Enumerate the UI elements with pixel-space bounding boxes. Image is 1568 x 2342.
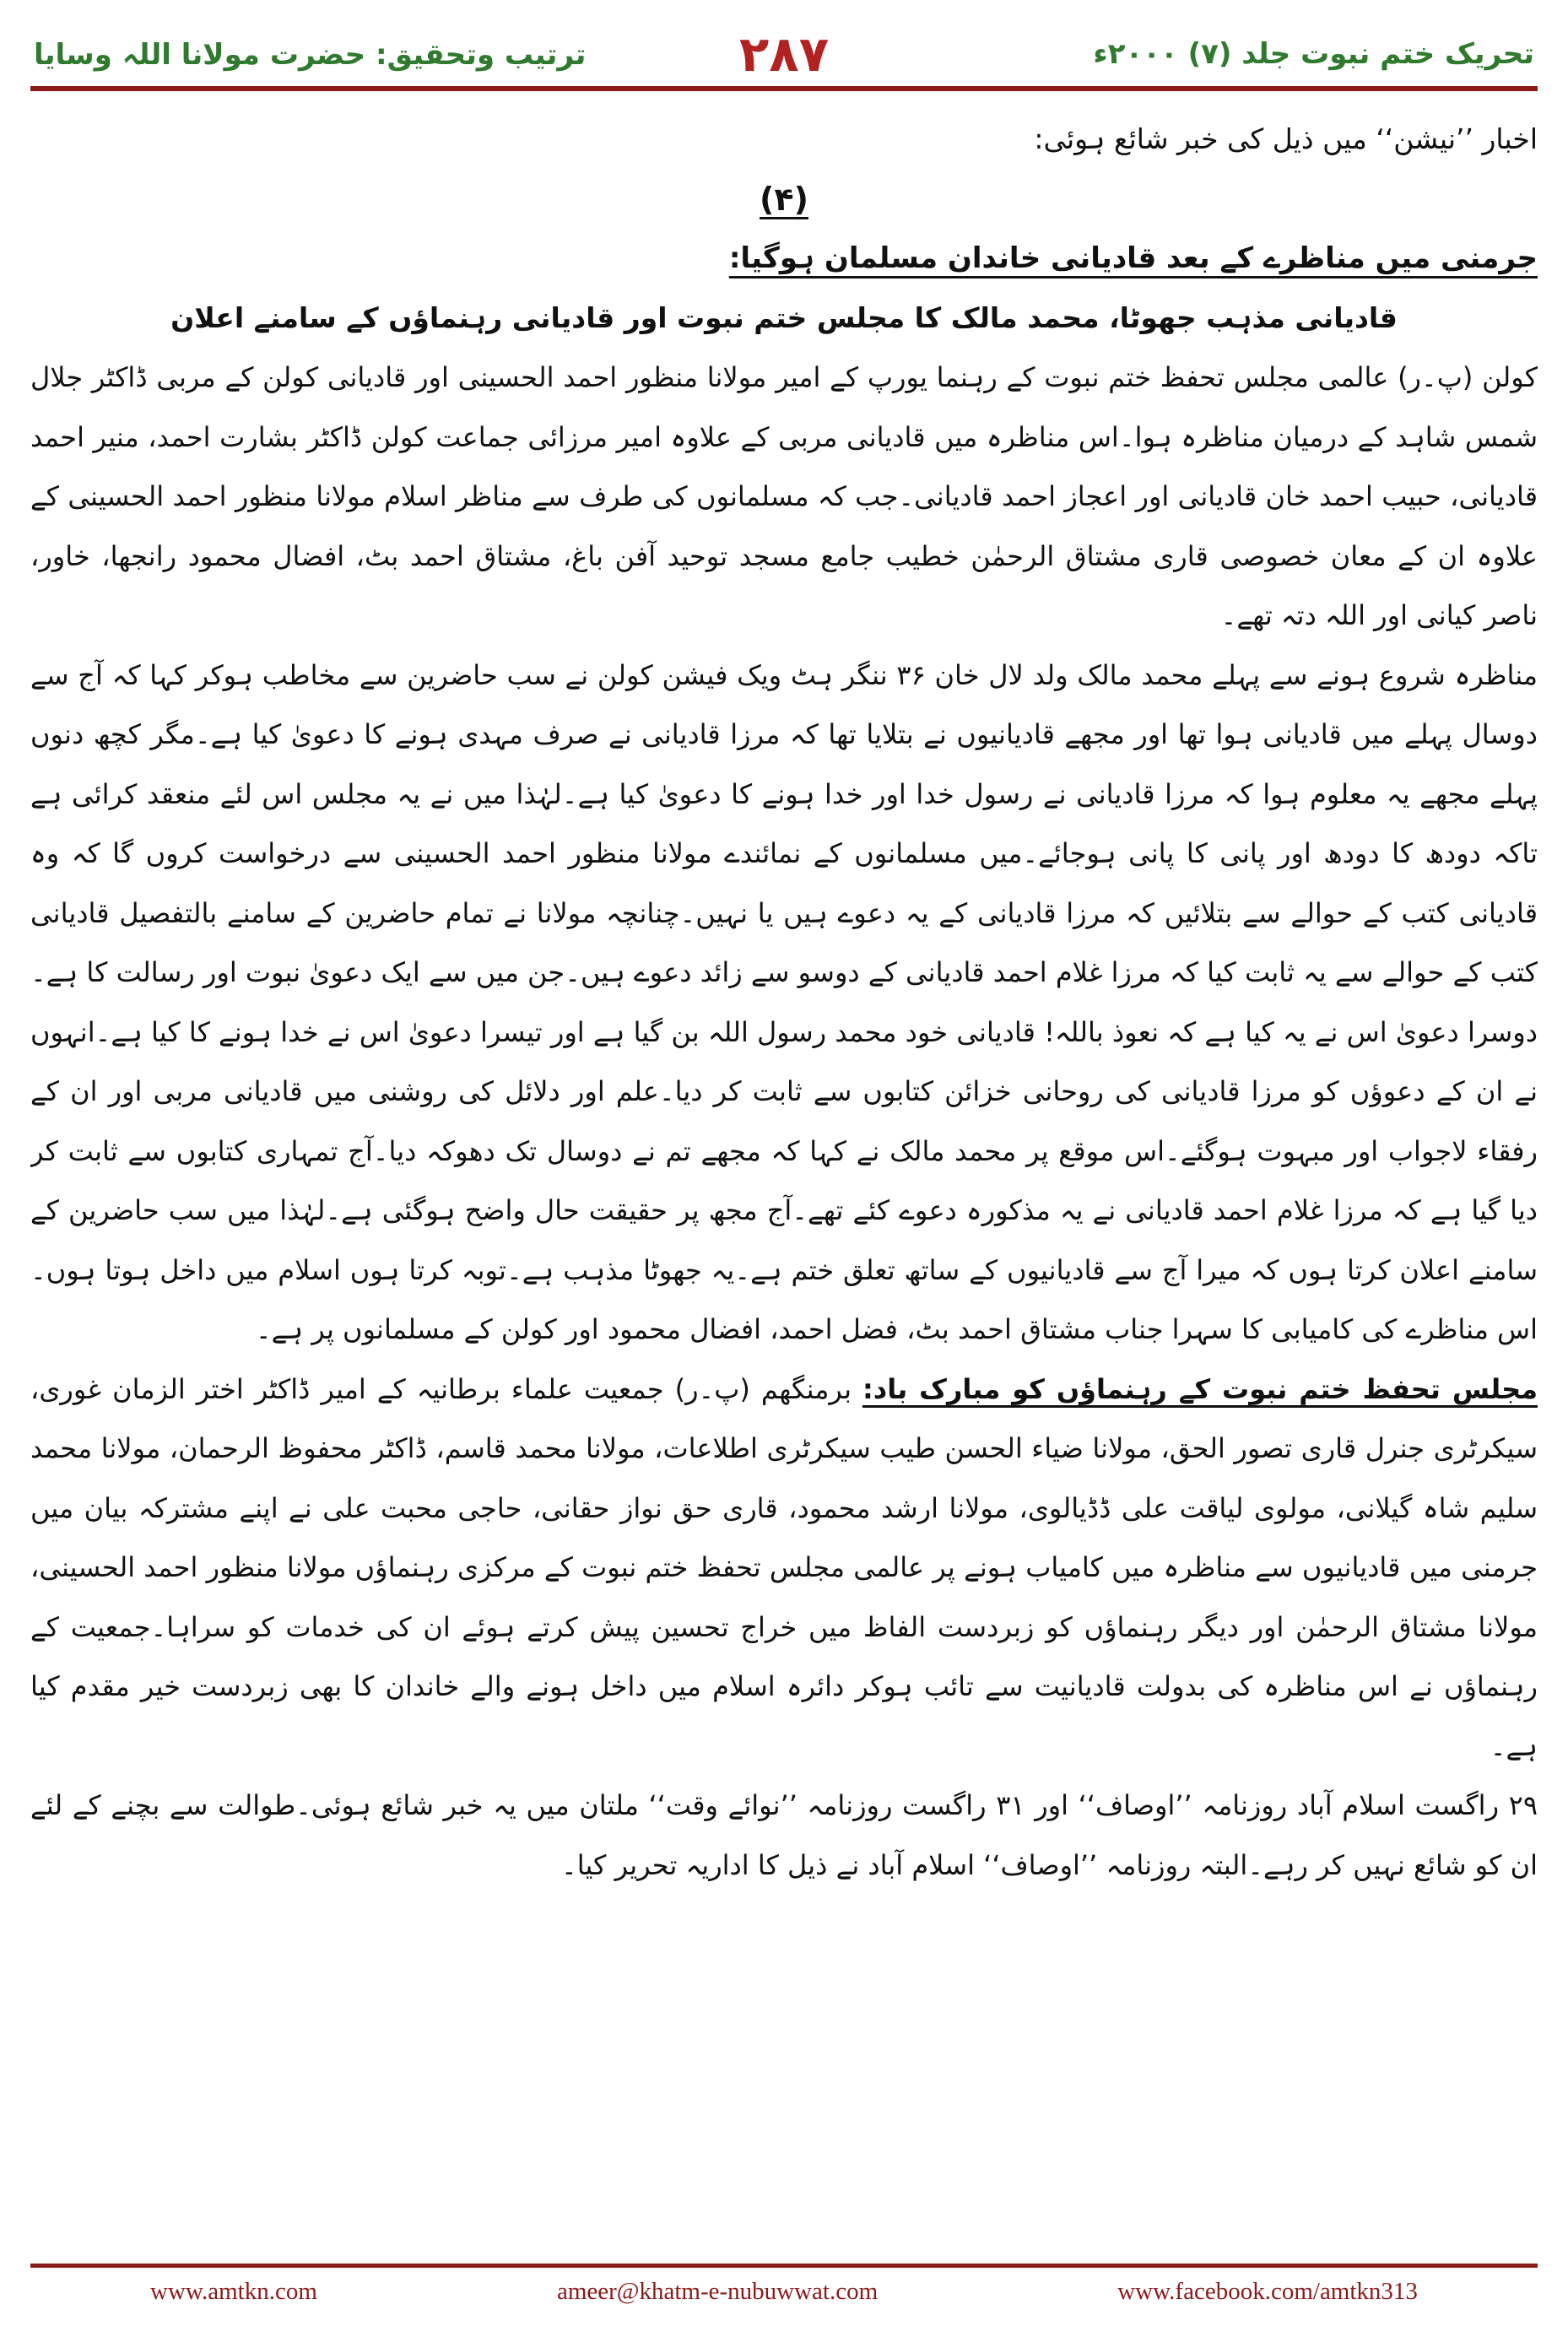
section-number bbox=[30, 170, 1538, 230]
author-credit: ترتیب وتحقیق: حضرت مولانا اللہ وسایا bbox=[34, 38, 587, 72]
article-heading: جرمنی میں مناظرے کے بعد قادیانی خاندان مسلمان ہوگیا: bbox=[728, 241, 1538, 275]
page-header bbox=[25, 25, 1543, 93]
website-link[interactable]: www.amtkn.com bbox=[150, 2277, 317, 2305]
paragraph-1: کولن (پ۔ر) عالمی مجلس تحفظ ختم نبوت کے رہنما یورپ کے امیر مولانا منظور احمد الحسینی اور قادیانی کولن کے مربی ڈاکٹر جلال شمس شاہد کے درمیان مناظرہ ہوا۔اس مناظرہ میں قادیانی مربی کے علاوہ امیر مرزائی جماعت کولن ڈاکٹر بشارت احمد، منیر احمد قادیانی، حبیب احمد خان قادیانی اور اعجاز احمد قادیانی۔جب کہ مسلمانوں کی طرف سے مناظر اسلام مولانا منظور احمد الحسینی کے علاوہ ان کے معان خصوصی قاری مشتاق الرحمٰن خطیب جامع مسجد توحید آفن باغ، مشتاق احمد بٹ، افضال محمود رانجھا، خاور، ناصر کیانی اور اللہ دتہ تھے۔ bbox=[30, 361, 1538, 631]
paragraph-4: ۲۹ راگست اسلام آباد روزنامہ ’’اوصاف‘‘ اور ۳۱ راگست روزنامہ ’’نوائے وقت‘‘ ملتان میں یہ خبر شائع ہوئی۔طوالت سے بچنے کے لئے ان کو شائع نہیں کر رہے۔البتہ روزنامہ ’’اوصاف‘‘ اسلام آباد نے ذیل کا اداریہ تحریر کیا۔ bbox=[30, 1789, 1538, 1881]
book-title: تحریک ختم نبوت جلد (۷) ۲۰۰۰ء bbox=[1093, 37, 1534, 71]
paragraph-3 bbox=[30, 1360, 1538, 1777]
page-body bbox=[30, 110, 1538, 2215]
paragraph-3-heading: مجلس تحفظ ختم نبوت کے رہنماؤں کو مبارک باد: bbox=[862, 1372, 1538, 1405]
paragraph-2: مناظرہ شروع ہونے سے پہلے محمد مالک ولد لال خان ۳۶ ننگر ہٹ ویک فیشن کولن نے سب حاضرین سے مخاطب ہوکر کہا کہ آج سے دوسال پہلے میں قادیانی ہوا تھا اور مجھے قادیانیوں نے بتلایا تھا کہ مرزا قادیانی نے صرف مہدی ہونے کا دعویٰ کیا ہے۔مگر کچھ دنوں پہلے مجھے یہ معلوم ہوا کہ مرزا قادیانی نے رسول خدا اور خدا ہونے کا دعویٰ کیا ہے۔لہٰذا میں نے یہ مجلس اس لئے منعقد کرائی ہے تاکہ دودھ کا دودھ اور پانی کا پانی ہوجائے۔میں مسلمانوں کے نمائندے مولانا منظور احمد الحسینی سے درخواست کروں گا کہ وہ قادیانی کتب کے حوالے سے بتلائیں کہ مرزا قادیانی کے یہ دعوے ہیں یا نہیں۔چنانچہ مولانا نے تمام حاضرین کے سامنے بالتفصیل قادیانی کتب کے حوالے سے یہ ثابت کیا کہ مرزا غلام احمد قادیانی کے دوسو سے زائد دعوے ہیں۔جن میں سے ایک دعویٰ نبوت اور رسالت کا ہے۔دوسرا دعویٰ اس نے یہ کیا ہے کہ نعوذ باللہ! قادیانی خود محمد رسول اللہ بن گیا ہے اور تیسرا دعویٰ اس نے خدا ہونے کا کیا ہے۔انہوں نے ان کے دعوؤں کو مرزا قادیانی کی روحانی خزائن کتابوں سے ثابت کر دیا۔علم اور دلائل کی روشنی میں قادیانی مربی اور ان کے رفقاء لاجواب اور مبہوت ہوگئے۔اس موقع پر محمد مالک نے کہا کہ مجھے تم نے دوسال تک دھوکہ دیا۔آج تمہاری کتابوں سے ثابت کر دیا گیا ہے کہ مرزا غلام احمد قادیانی نے یہ مذکورہ دعوے کئے تھے۔آج مجھ پر حقیقت حال واضح ہوگئی ہے۔لہٰذا میں سب حاضرین کے سامنے اعلان کرتا ہوں کہ میرا آج سے قادیانیوں کے ساتھ تعلق ختم ہے۔یہ جھوٹا مذہب ہے۔توبہ کرتا ہوں اسلام میں داخل ہوتا ہوں۔اس مناظرے کی کامیابی کا سہرا جناب مشتاق احمد بٹ، فضل احمد، افضال محمود اور کولن کے مسلمانوں پر ہے۔ bbox=[30, 658, 1538, 1345]
footer-divider bbox=[30, 2264, 1538, 2268]
page-number: ۲۸۷ bbox=[738, 25, 830, 83]
email-link[interactable]: ameer@khatm-e-nubuwwat.com bbox=[556, 2277, 879, 2305]
page-footer bbox=[30, 2274, 1538, 2308]
article-subheading: قادیانی مذہب جھوٹا، محمد مالک کا مجلس ختم نبوت اور قادیانی رہنماؤں کے سامنے اعلان bbox=[170, 300, 1398, 334]
paragraph-3-text: برمنگھم (پ۔ر) جمعیت علماء برطانیہ کے امیر ڈاکٹر اختر الزمان غوری، سیکرٹری جنرل قاری تصور الحق، مولانا ضیاء الحسن طیب سیکرٹری اطلاعات، مولانا محمد قاسم، ڈاکٹر محفوظ الرحمان، مولانا محمد سلیم شاہ گیلانی، مولوی لیاقت علی ڈڈیالوی، مولانا ارشد محمود، قاری حق نواز حقانی، حاجی محبت علی نے اپنے مشترکہ بیان میں جرمنی میں قادیانیوں سے مناظرہ میں کامیاب ہونے پر عالمی مجلس تحفظ ختم نبوت کے مرکزی رہنماؤں مولانا منظور احمد الحسینی، مولانا مشتاق الرحمٰن اور دیگر رہنماؤں کو زبردست الفاظ میں خراج تحسین پیش کرتے ہوئے ان کی خدمات کو سراہا۔جمعیت کے رہنماؤں نے اس مناظرہ کی بدولت قادیانیت سے تائب ہوکر دائرہ اسلام میں داخل ہونے والے خاندان کا بھی زبردست خیر مقدم کیا ہے۔ bbox=[30, 1372, 1538, 1762]
header-divider bbox=[30, 86, 1538, 91]
intro-line: اخبار ’’نیشن‘‘ میں ذیل کی خبر شائع ہوئی: bbox=[1034, 122, 1538, 155]
facebook-link[interactable]: www.facebook.com/amtkn313 bbox=[1117, 2277, 1418, 2305]
section-number-text: (۴) bbox=[760, 180, 808, 218]
